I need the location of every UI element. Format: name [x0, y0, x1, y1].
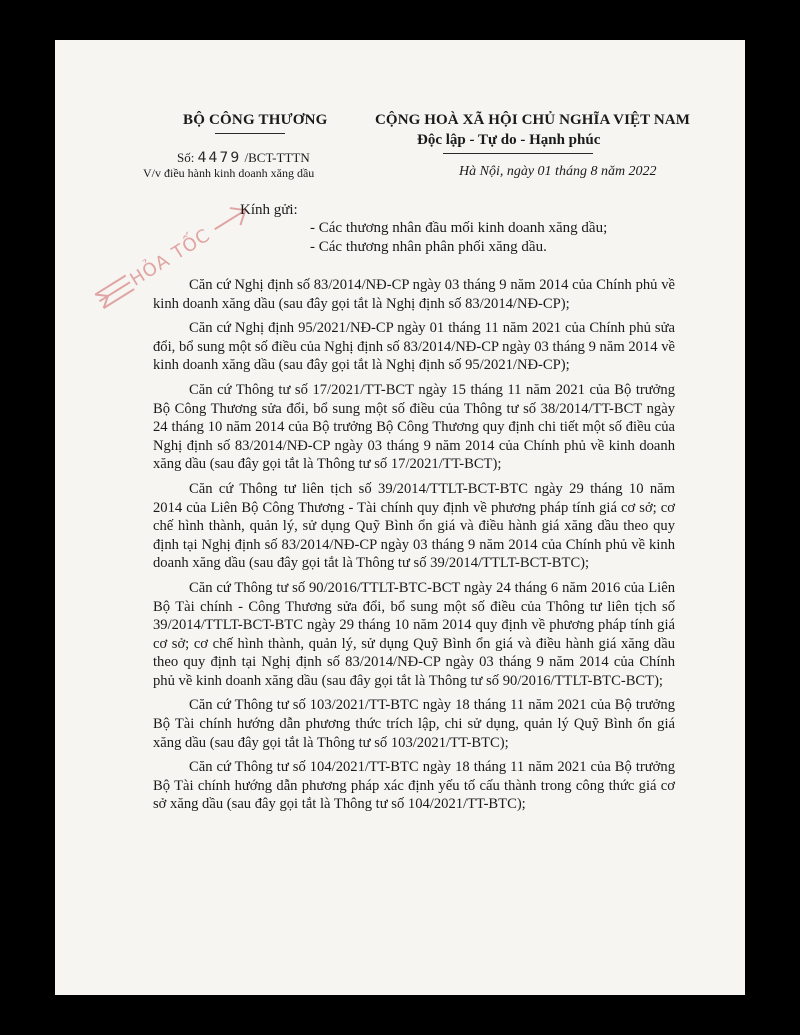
document-subject: V/v điều hành kinh doanh xăng dầu — [143, 166, 315, 180]
legal-basis-paragraph: Căn cứ Thông tư liên tịch số 39/2014/TTLT-BCT-BTC ngày 29 tháng 10 năm 2014 của Liên Bộ Công Thương - Tài chính quy định về phương pháp tính giá cơ sở; cơ chế hình thành, quản lý, sử dụng Quỹ Bình ổn giá và điều hành giá xăng dầu theo quy định tại Nghị định số 83/2014/NĐ-CP ngày 03 tháng 9 năm 2014 của Chính phủ về kinh doanh xăng dầu (sau đây gọi tắt là Thông tư số 39/2014/TTLT-BCT-BTC); — [153, 480, 675, 572]
ministry-underline — [215, 133, 285, 134]
recipient-item: - Các thương nhân đầu mối kinh doanh xăng dầu; — [310, 220, 608, 236]
motto-underline — [443, 153, 593, 154]
legal-basis-paragraph: Căn cứ Thông tư số 103/2021/TT-BTC ngày 18 tháng 11 năm 2021 của Bộ trưởng Bộ Tài chính hướng dẫn phương thức trích lập, chi sử dụng, quản lý Quỹ Bình ổn giá xăng dầu (sau đây gọi tắt là Thông tư số 103/2021/TT-BTC); — [153, 697, 675, 751]
legal-basis-paragraph: Căn cứ Nghị định số 83/2014/NĐ-CP ngày 03 tháng 9 năm 2014 của Chính phủ về kinh doanh xăng dầu (sau đây gọi tắt là Nghị định số 83/2014/NĐ-CP); — [153, 277, 675, 312]
document-body — [153, 276, 675, 820]
doc-number-prefix: Số: — [177, 150, 195, 165]
legal-basis-paragraph: Căn cứ Nghị định 95/2021/NĐ-CP ngày 01 tháng 11 năm 2021 của Chính phủ sửa đổi, bổ sung một số điều của Nghị định số 83/2014/NĐ-CP ngày 03 tháng 9 năm 2014 về kinh doanh xăng dầu (sau đây gọi tắt là Nghị định số 95/2021/NĐ-CP); — [153, 320, 675, 374]
doc-number-suffix: /BCT-TTTN — [244, 150, 310, 165]
document-date: Hà Nội, ngày 01 tháng 8 năm 2022 — [459, 164, 657, 179]
recipient-item: - Các thương nhân phân phối xăng dầu. — [310, 239, 547, 255]
document-number — [177, 150, 310, 166]
republic-title: CỘNG HOÀ XÃ HỘI CHỦ NGHĨA VIỆT NAM — [375, 112, 690, 128]
ministry-name: BỘ CÔNG THƯƠNG — [183, 112, 328, 128]
legal-basis-paragraph: Căn cứ Thông tư số 17/2021/TT-BCT ngày 15 tháng 11 năm 2021 của Bộ trưởng Bộ Công Thương sửa đổi, bổ sung một số điều của Thông tư số 38/2014/TT-BCT ngày 24 tháng 10 năm 2014 của Bộ trưởng Bộ Công Thương quy định chi tiết một số điều của Nghị định số 83/2014/NĐ-CP ngày 03 tháng 9 năm 2014 của Chính phủ về kinh doanh xăng dầu (sau đây gọi tắt là Thông tư số 17/2021/TT-BCT); — [153, 381, 675, 473]
legal-basis-paragraph: Căn cứ Thông tư số 90/2016/TTLT-BTC-BCT ngày 24 tháng 6 năm 2016 của Liên Bộ Tài chính - Công Thương sửa đổi, bổ sung một số điều của Thông tư liên tịch số 39/2014/TTLT-BCT-BTC ngày 29 tháng 10 năm 2014 quy định về phương pháp tính giá cơ sở; cơ chế hình thành, quản lý, sử dụng Quỹ Bình ổn giá và điều hành giá xăng dầu theo quy định tại Nghị định số 83/2014/NĐ-CP ngày 03 tháng 9 năm 2014 của Chính phủ về kinh doanh xăng dầu (sau đây gọi tắt là Thông tư số 90/2016/TTLT-BTC-BCT); — [153, 579, 675, 689]
document-page — [55, 40, 745, 995]
national-motto: Độc lập - Tự do - Hạnh phúc — [417, 132, 601, 148]
stamp-text: HỎA TỐC — [126, 224, 215, 291]
legal-basis-paragraph: Căn cứ Thông tư số 104/2021/TT-BTC ngày 18 tháng 11 năm 2021 của Bộ trưởng Bộ Tài chính hướng dẫn phương pháp xác định yếu tố cấu thành trong công thức giá cơ sở xăng dầu (sau đây gọi tắt là Thông tư số 104/2021/TT-BTC); — [153, 759, 675, 813]
recipients-label: Kính gửi: — [240, 202, 298, 218]
doc-number-handwritten: 4479 — [197, 150, 242, 166]
